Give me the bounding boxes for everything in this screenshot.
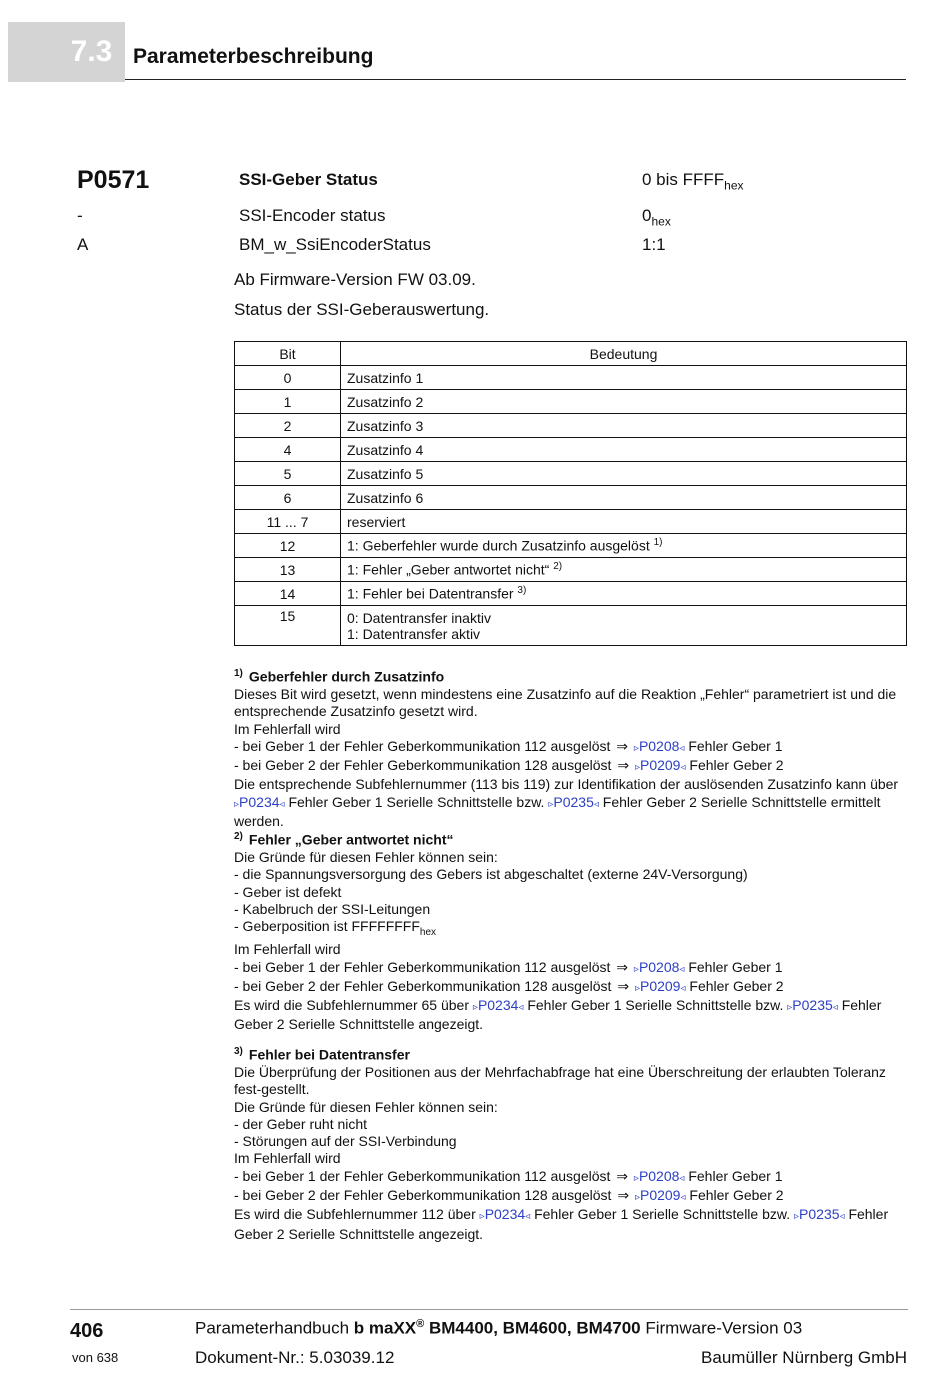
note-text [234,918,909,941]
note-text: Dieses Bit wird gesetzt, wenn mindestens eine Zusatzinfo auf die Reaktion „Fehler“ parametriert ist und die entsprechende Zusatzinfo gesetzt wird. [234,685,897,720]
footnote-title [234,665,909,686]
table-row [235,510,907,534]
bit-cell: 6 [235,486,341,510]
triangle-right-icon: ▹ [633,1172,639,1184]
footnote-1 [234,665,909,830]
param-link-p0234[interactable] [473,997,524,1013]
triangle-left-icon: ◃ [832,1002,838,1014]
meaning-text: 1: Fehler „Geber antwortet nicht“ [347,561,550,578]
book-prefix: Parameterhandbuch [195,1318,354,1338]
bit-cell: 15 [235,606,341,646]
meaning-cell: Zusatzinfo 3 [341,414,907,438]
parameter-scaling: 1:1 [642,235,666,254]
note-span: Fehler Geber 1 Serielle Schnittstelle bzw. [288,793,545,810]
meaning-cell [341,534,907,558]
table-row [235,390,907,414]
footnote-title [234,1043,909,1064]
note-text [234,1187,909,1206]
note-text [234,757,909,776]
footer-rule [70,1309,908,1310]
triangle-right-icon: ▹ [633,963,639,975]
note-text [234,1168,909,1187]
footer-book-title [195,1318,802,1339]
arrow-icon: ⇒ [617,757,630,774]
triangle-left-icon: ◃ [679,1172,685,1184]
triangle-right-icon: ▹ [634,1192,640,1204]
param-link-p0234[interactable] [234,794,285,810]
param-link-p0235[interactable] [794,1206,845,1222]
parameter-range [642,170,744,192]
meaning-text: 1: Geberfehler wurde durch Zusatzinfo ausgelöst [347,537,650,554]
book-suffix: Firmware-Version 03 [640,1318,803,1338]
triangle-left-icon: ◃ [518,1002,524,1014]
note-text: - die Spannungsversorgung des Gebers ist abgeschaltet (externe 24V-Versorgung) [234,866,748,883]
footer-document-number: Dokument-Nr.: 5.03039.12 [195,1348,395,1367]
table-row [235,414,907,438]
param-link-text: P0234 [484,1206,526,1223]
table-row [235,486,907,510]
col-bit-header: Bit [235,342,341,366]
arrow-icon: ⇒ [617,977,630,994]
description-status: Status der SSI-Geberauswertung. [234,300,490,319]
table-row [235,606,907,646]
table-row [235,558,907,582]
note-span: Es wird die Subfehlernummer 65 über [234,997,470,1014]
page-number: 406 [70,1320,104,1342]
triangle-left-icon: ◃ [680,1192,686,1204]
footer-company: Baumüller Nürnberg GmbH [701,1348,907,1367]
note-text [234,1206,909,1243]
meaning-cell: Zusatzinfo 6 [341,486,907,510]
registered-mark: ® [416,1318,425,1330]
note-text: - Kabelbruch der SSI-Leitungen [234,900,431,917]
note-span: - Geberposition ist FFFFFFFF [234,918,420,935]
param-link-name: Fehler Geber 2 [689,1187,784,1204]
triangle-right-icon: ▹ [472,1002,478,1014]
triangle-right-icon: ▹ [794,1211,800,1223]
param-link-p0235[interactable] [787,997,838,1013]
bit-cell: 4 [235,438,341,462]
param-link-p0208[interactable] [634,959,685,975]
footnote-mark: 1) [234,668,243,679]
param-link-text: P0235 [799,1206,840,1223]
triangle-left-icon: ◃ [593,798,599,810]
bit-cell: 13 [235,558,341,582]
param-link-name: Fehler Geber 1 [688,737,783,754]
footnote-mark: 3) [517,585,527,597]
arrow-icon: ⇒ [616,958,629,975]
table-row [235,366,907,390]
note-text: Im Fehlerfall wird [234,720,341,737]
note-span: Fehler Geber 2 Serielle Schnittstelle angezeigt. [234,997,882,1033]
param-link-name: Fehler Geber 2 [689,757,784,774]
footnote-mark: 3) [234,1046,243,1057]
note-text: - Geber ist defekt [234,883,342,900]
param-link-name: Fehler Geber 2 [689,977,784,994]
meaning-cell [341,606,907,646]
chapter-title: Parameterbeschreibung [133,45,374,68]
arrow-icon: ⇒ [616,737,629,754]
triangle-right-icon: ▹ [787,1002,793,1014]
note-span: - bei Geber 2 der Fehler Geberkommunikation 128 ausgelöst [234,1187,612,1204]
triangle-right-icon: ▹ [479,1211,485,1223]
param-link-p0208[interactable] [634,1168,685,1184]
page-total: von 638 [72,1350,119,1365]
arrow-icon: ⇒ [617,1187,630,1204]
parameter-default [642,206,671,228]
header-rule [125,79,906,80]
note-sub: hex [419,926,437,938]
note-span: - bei Geber 2 der Fehler Geberkommunikation 128 ausgelöst [234,977,612,994]
param-link-p0209[interactable] [635,978,686,994]
table-row [235,438,907,462]
note-text: Die Gründe für diesen Fehler können sein: [234,848,498,865]
bit-cell: 2 [235,414,341,438]
note-span: Fehler Geber 2 Serielle Schnittstelle angezeigt. [234,1206,889,1242]
note-text: - Störungen auf der SSI-Verbindung [234,1133,457,1150]
param-link-p0208[interactable] [634,738,685,754]
chapter-number: 7.3 [8,22,125,82]
note-text [234,978,909,997]
triangle-left-icon: ◃ [525,1211,531,1223]
param-link-p0234[interactable] [480,1206,531,1222]
book-models: BM4400, BM4600, BM4700 [424,1318,641,1338]
meaning-cell: Zusatzinfo 4 [341,438,907,462]
parameter-name: SSI-Geber Status [239,170,378,189]
table-row [235,582,907,606]
triangle-right-icon: ▹ [633,742,639,754]
note-span: Fehler Geber 2 Serielle Schnittstelle ermittelt werden. [234,793,881,830]
table-header-row [235,342,907,366]
note-text [234,997,909,1034]
param-link-text: P0208 [638,737,680,754]
default-value: 0 [642,206,652,225]
triangle-right-icon: ▹ [234,798,240,810]
note-text [234,794,909,831]
bit-cell: 12 [235,534,341,558]
default-suffix: hex [651,214,671,229]
note-text: Im Fehlerfall wird [234,1150,341,1167]
triangle-left-icon: ◃ [680,982,686,994]
triangle-left-icon: ◃ [279,798,285,810]
meaning-line: 1: Datentransfer aktiv [347,625,481,642]
footnote-mark: 1) [653,537,663,549]
triangle-right-icon: ▹ [634,762,640,774]
param-link-text: P0235 [553,793,594,810]
bit-table [234,341,907,646]
footnote-title-text: Geberfehler durch Zusatzinfo [248,668,445,685]
triangle-right-icon: ▹ [548,798,554,810]
triangle-left-icon: ◃ [679,963,685,975]
param-link-name: Fehler Geber 1 [688,958,783,975]
footnote-2 [234,828,909,1034]
triangle-left-icon: ◃ [679,742,685,754]
meaning-cell: Zusatzinfo 2 [341,390,907,414]
note-span: - bei Geber 1 der Fehler Geberkommunikation 112 ausgelöst [234,958,611,975]
note-text: Die Überprüfung der Positionen aus der Mehrfachabfrage hat eine Überschreitung der erlaubten Toleranz fest-gestellt. [234,1063,886,1098]
note-text: Die Gründe für diesen Fehler können sein: [234,1098,498,1115]
note-text: Im Fehlerfall wird [234,941,341,958]
triangle-left-icon: ◃ [839,1211,845,1223]
meaning-cell: Zusatzinfo 5 [341,462,907,486]
meaning-cell: reserviert [341,510,907,534]
note-text [234,959,909,978]
footnote-title-text: Fehler bei Datentransfer [248,1046,410,1063]
param-link-text: P0235 [792,997,833,1014]
triangle-right-icon: ▹ [634,982,640,994]
col-meaning-header: Bedeutung [341,342,907,366]
note-text: Die entsprechende Subfehlernummer (113 bis 119) zur Identifikation der auslösenden Zusatzinfo kann über [234,776,899,793]
note-span: Es wird die Subfehlernummer 112 über [234,1206,476,1223]
bit-cell: 0 [235,366,341,390]
note-span: - bei Geber 1 der Fehler Geberkommunikation 112 ausgelöst [234,737,611,754]
param-link-text: P0209 [639,977,681,994]
param-link-p0209[interactable] [635,1187,686,1203]
param-link-p0209[interactable] [635,757,686,773]
meaning-line: 0: Datentransfer inaktiv [347,609,491,626]
footnote-title [234,828,909,849]
note-span: - bei Geber 1 der Fehler Geberkommunikation 112 ausgelöst [234,1167,611,1184]
param-link-text: P0234 [239,793,280,810]
parameter-english-name: SSI-Encoder status [239,206,386,225]
param-link-p0235[interactable] [548,794,599,810]
bit-cell: 1 [235,390,341,414]
footnote-mark: 2) [234,831,243,842]
param-link-text: P0209 [639,1187,681,1204]
bit-cell: 14 [235,582,341,606]
footnote-title-text: Fehler „Geber antwortet nicht“ [248,831,454,848]
book-brand: b maXX [353,1318,417,1338]
parameter-number: P0571 [77,166,150,194]
parameter-attr-2: A [77,235,89,254]
param-link-text: P0208 [638,1167,680,1184]
note-span: Fehler Geber 1 Serielle Schnittstelle bzw. [527,997,784,1014]
parameter-variable: BM_w_SsiEncoderStatus [239,235,431,254]
description-firmware: Ab Firmware-Version FW 03.09. [234,270,476,289]
note-text: - der Geber ruht nicht [234,1115,368,1132]
meaning-cell: Zusatzinfo 1 [341,366,907,390]
param-link-text: P0208 [638,958,680,975]
meaning-cell [341,558,907,582]
table-row [235,534,907,558]
bit-cell: 11 ... 7 [235,510,341,534]
table-row [235,462,907,486]
param-link-name: Fehler Geber 1 [688,1167,783,1184]
note-text [234,738,909,757]
parameter-attr-1: - [77,206,83,225]
note-span: Fehler Geber 1 Serielle Schnittstelle bzw. [534,1206,791,1223]
note-span: - bei Geber 2 der Fehler Geberkommunikation 128 ausgelöst [234,757,612,774]
footnote-mark: 2) [553,561,563,573]
arrow-icon: ⇒ [616,1167,629,1184]
param-link-text: P0234 [477,997,519,1014]
meaning-cell [341,582,907,606]
triangle-left-icon: ◃ [680,762,686,774]
param-link-text: P0209 [639,757,681,774]
bit-cell: 5 [235,462,341,486]
range-suffix: hex [724,178,744,193]
meaning-text: 1: Fehler bei Datentransfer [347,585,514,602]
footnote-3 [234,1043,909,1243]
range-prefix: 0 bis FFFF [642,170,725,189]
